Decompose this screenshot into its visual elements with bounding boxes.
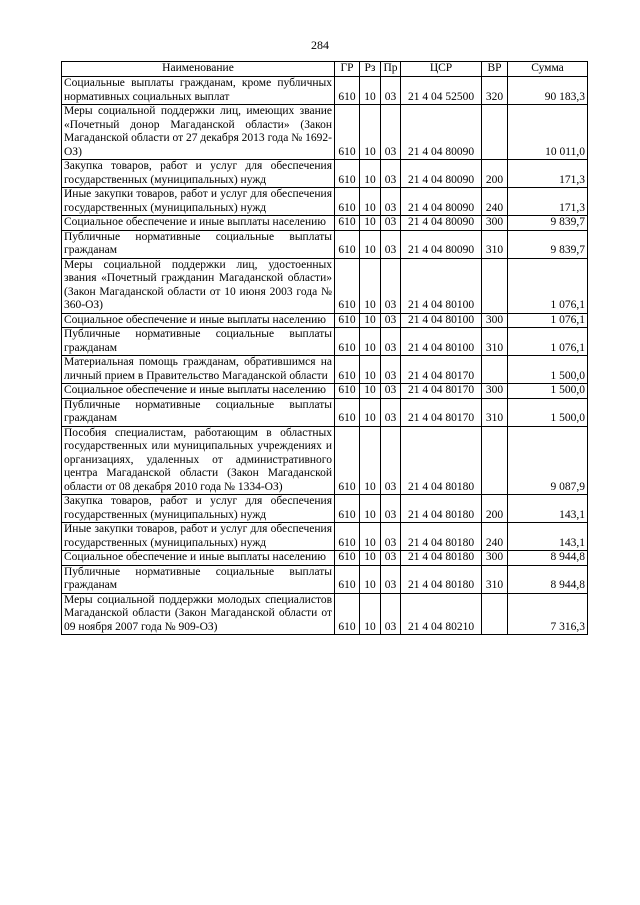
cell-sum: 9 839,7 xyxy=(508,230,588,258)
cell-pr: 03 xyxy=(381,384,401,399)
cell-csr: 21 4 04 80100 xyxy=(401,328,482,356)
table-row xyxy=(62,523,588,551)
cell-csr: 21 4 04 80090 xyxy=(401,216,482,231)
cell-rz: 10 xyxy=(360,313,381,328)
table-row xyxy=(62,384,588,399)
cell-sum: 8 944,8 xyxy=(508,551,588,566)
cell-rz: 10 xyxy=(360,426,381,495)
cell-vr xyxy=(482,356,508,384)
cell-pr: 03 xyxy=(381,565,401,593)
cell-rz: 10 xyxy=(360,551,381,566)
cell-vr xyxy=(482,105,508,160)
cell-gr: 610 xyxy=(335,551,360,566)
header-vr: ВР xyxy=(482,62,508,77)
cell-vr: 320 xyxy=(482,77,508,105)
cell-rz: 10 xyxy=(360,188,381,216)
page-number: 284 xyxy=(311,38,329,52)
cell-name: Социальные выплаты гражданам, кроме публичных нормативных социальных выплат xyxy=(62,77,335,105)
cell-vr: 310 xyxy=(482,565,508,593)
cell-pr: 03 xyxy=(381,398,401,426)
header-pr: Пр xyxy=(381,62,401,77)
header-rz: Рз xyxy=(360,62,381,77)
cell-sum: 171,3 xyxy=(508,160,588,188)
cell-gr: 610 xyxy=(335,328,360,356)
cell-pr: 03 xyxy=(381,105,401,160)
cell-csr: 21 4 04 80090 xyxy=(401,230,482,258)
cell-rz: 10 xyxy=(360,105,381,160)
cell-vr: 310 xyxy=(482,398,508,426)
cell-name: Социальное обеспечение и иные выплаты населению xyxy=(62,384,335,399)
cell-csr: 21 4 04 80180 xyxy=(401,426,482,495)
cell-vr xyxy=(482,593,508,635)
cell-sum: 1 500,0 xyxy=(508,356,588,384)
cell-name: Публичные нормативные социальные выплаты гражданам xyxy=(62,565,335,593)
cell-name: Пособия специалистам, работающим в областных государственных или муниципальных учреждениях и организациях, удаленных от административного центра Магаданской области (Закон Магаданской области от 08 декабря 2010 года № 1334-ОЗ) xyxy=(62,426,335,495)
table-row xyxy=(62,188,588,216)
cell-pr: 03 xyxy=(381,258,401,313)
table-row xyxy=(62,565,588,593)
cell-gr: 610 xyxy=(335,188,360,216)
cell-gr: 610 xyxy=(335,426,360,495)
budget-table xyxy=(61,61,588,635)
cell-csr: 21 4 04 80180 xyxy=(401,565,482,593)
cell-sum: 1 076,1 xyxy=(508,258,588,313)
cell-gr: 610 xyxy=(335,105,360,160)
cell-pr: 03 xyxy=(381,160,401,188)
table-row xyxy=(62,495,588,523)
cell-sum: 1 500,0 xyxy=(508,398,588,426)
header-row xyxy=(62,62,588,77)
cell-csr: 21 4 04 52500 xyxy=(401,77,482,105)
cell-sum: 10 011,0 xyxy=(508,105,588,160)
cell-gr: 610 xyxy=(335,523,360,551)
cell-gr: 610 xyxy=(335,593,360,635)
header-name: Наименование xyxy=(62,62,335,77)
cell-csr: 21 4 04 80090 xyxy=(401,105,482,160)
cell-pr: 03 xyxy=(381,328,401,356)
cell-csr: 21 4 04 80180 xyxy=(401,495,482,523)
cell-pr: 03 xyxy=(381,495,401,523)
cell-sum: 143,1 xyxy=(508,523,588,551)
cell-vr: 240 xyxy=(482,188,508,216)
cell-gr: 610 xyxy=(335,77,360,105)
cell-rz: 10 xyxy=(360,216,381,231)
cell-name: Меры социальной поддержки молодых специалистов Магаданской области (Закон Магаданской области от 09 ноября 2007 года № 909-ОЗ) xyxy=(62,593,335,635)
cell-csr: 21 4 04 80170 xyxy=(401,356,482,384)
cell-name: Публичные нормативные социальные выплаты гражданам xyxy=(62,230,335,258)
table-row xyxy=(62,551,588,566)
cell-rz: 10 xyxy=(360,593,381,635)
cell-rz: 10 xyxy=(360,523,381,551)
cell-gr: 610 xyxy=(335,356,360,384)
table-row xyxy=(62,398,588,426)
cell-sum: 1 500,0 xyxy=(508,384,588,399)
table-row xyxy=(62,313,588,328)
cell-vr: 300 xyxy=(482,313,508,328)
cell-csr: 21 4 04 80090 xyxy=(401,160,482,188)
cell-pr: 03 xyxy=(381,188,401,216)
cell-gr: 610 xyxy=(335,398,360,426)
cell-rz: 10 xyxy=(360,258,381,313)
cell-pr: 03 xyxy=(381,230,401,258)
cell-gr: 610 xyxy=(335,384,360,399)
cell-name: Публичные нормативные социальные выплаты гражданам xyxy=(62,398,335,426)
table-row xyxy=(62,258,588,313)
cell-csr: 21 4 04 80170 xyxy=(401,398,482,426)
cell-csr: 21 4 04 80090 xyxy=(401,188,482,216)
cell-vr: 200 xyxy=(482,495,508,523)
cell-pr: 03 xyxy=(381,356,401,384)
cell-sum: 1 076,1 xyxy=(508,313,588,328)
cell-sum: 8 944,8 xyxy=(508,565,588,593)
cell-name: Иные закупки товаров, работ и услуг для обеспечения государственных (муниципальных) нужд xyxy=(62,188,335,216)
cell-csr: 21 4 04 80210 xyxy=(401,593,482,635)
header-sum: Сумма xyxy=(508,62,588,77)
cell-vr: 300 xyxy=(482,384,508,399)
cell-pr: 03 xyxy=(381,216,401,231)
cell-gr: 610 xyxy=(335,495,360,523)
cell-sum: 9 087,9 xyxy=(508,426,588,495)
cell-sum: 7 316,3 xyxy=(508,593,588,635)
cell-csr: 21 4 04 80180 xyxy=(401,523,482,551)
cell-rz: 10 xyxy=(360,495,381,523)
cell-rz: 10 xyxy=(360,356,381,384)
cell-gr: 610 xyxy=(335,216,360,231)
table-row xyxy=(62,77,588,105)
cell-vr: 300 xyxy=(482,216,508,231)
cell-csr: 21 4 04 80100 xyxy=(401,258,482,313)
table-header xyxy=(62,62,588,77)
cell-csr: 21 4 04 80170 xyxy=(401,384,482,399)
table-row xyxy=(62,160,588,188)
cell-name: Публичные нормативные социальные выплаты гражданам xyxy=(62,328,335,356)
cell-pr: 03 xyxy=(381,313,401,328)
cell-rz: 10 xyxy=(360,328,381,356)
cell-sum: 9 839,7 xyxy=(508,216,588,231)
cell-gr: 610 xyxy=(335,565,360,593)
cell-name: Закупка товаров, работ и услуг для обеспечения государственных (муниципальных) нужд xyxy=(62,495,335,523)
cell-sum: 1 076,1 xyxy=(508,328,588,356)
cell-rz: 10 xyxy=(360,77,381,105)
cell-rz: 10 xyxy=(360,160,381,188)
cell-name: Иные закупки товаров, работ и услуг для обеспечения государственных (муниципальных) нужд xyxy=(62,523,335,551)
cell-name: Социальное обеспечение и иные выплаты населению xyxy=(62,216,335,231)
table-row xyxy=(62,216,588,231)
cell-pr: 03 xyxy=(381,523,401,551)
table-row xyxy=(62,230,588,258)
cell-rz: 10 xyxy=(360,230,381,258)
cell-csr: 21 4 04 80180 xyxy=(401,551,482,566)
cell-sum: 143,1 xyxy=(508,495,588,523)
cell-csr: 21 4 04 80100 xyxy=(401,313,482,328)
cell-gr: 610 xyxy=(335,230,360,258)
cell-gr: 610 xyxy=(335,313,360,328)
cell-name: Социальное обеспечение и иные выплаты населению xyxy=(62,313,335,328)
cell-rz: 10 xyxy=(360,565,381,593)
cell-sum: 171,3 xyxy=(508,188,588,216)
cell-vr: 200 xyxy=(482,160,508,188)
cell-pr: 03 xyxy=(381,77,401,105)
cell-pr: 03 xyxy=(381,551,401,566)
cell-vr: 300 xyxy=(482,551,508,566)
table-row xyxy=(62,426,588,495)
table-row xyxy=(62,105,588,160)
header-gr: ГР xyxy=(335,62,360,77)
cell-name: Закупка товаров, работ и услуг для обеспечения государственных (муниципальных) нужд xyxy=(62,160,335,188)
cell-name: Меры социальной поддержки лиц, имеющих звание «Почетный донор Магаданской области» (Закон Магаданской области от 27 декабря 2013 года № 1692-ОЗ) xyxy=(62,105,335,160)
cell-vr xyxy=(482,426,508,495)
table-row xyxy=(62,593,588,635)
table-body xyxy=(62,77,588,635)
cell-pr: 03 xyxy=(381,426,401,495)
cell-vr: 310 xyxy=(482,230,508,258)
table-row xyxy=(62,328,588,356)
cell-gr: 610 xyxy=(335,258,360,313)
table-row xyxy=(62,356,588,384)
cell-sum: 90 183,3 xyxy=(508,77,588,105)
cell-rz: 10 xyxy=(360,384,381,399)
cell-vr: 240 xyxy=(482,523,508,551)
cell-vr xyxy=(482,258,508,313)
cell-rz: 10 xyxy=(360,398,381,426)
cell-name: Меры социальной поддержки лиц, удостоенных звания «Почетный гражданин Магаданской области» (Закон Магаданской области от 10 июня 2003 года № 360-ОЗ) xyxy=(62,258,335,313)
cell-name: Социальное обеспечение и иные выплаты населению xyxy=(62,551,335,566)
cell-gr: 610 xyxy=(335,160,360,188)
cell-name: Материальная помощь гражданам, обратившимся на личный прием в Правительство Магаданской области xyxy=(62,356,335,384)
cell-vr: 310 xyxy=(482,328,508,356)
header-csr: ЦСР xyxy=(401,62,482,77)
cell-pr: 03 xyxy=(381,593,401,635)
